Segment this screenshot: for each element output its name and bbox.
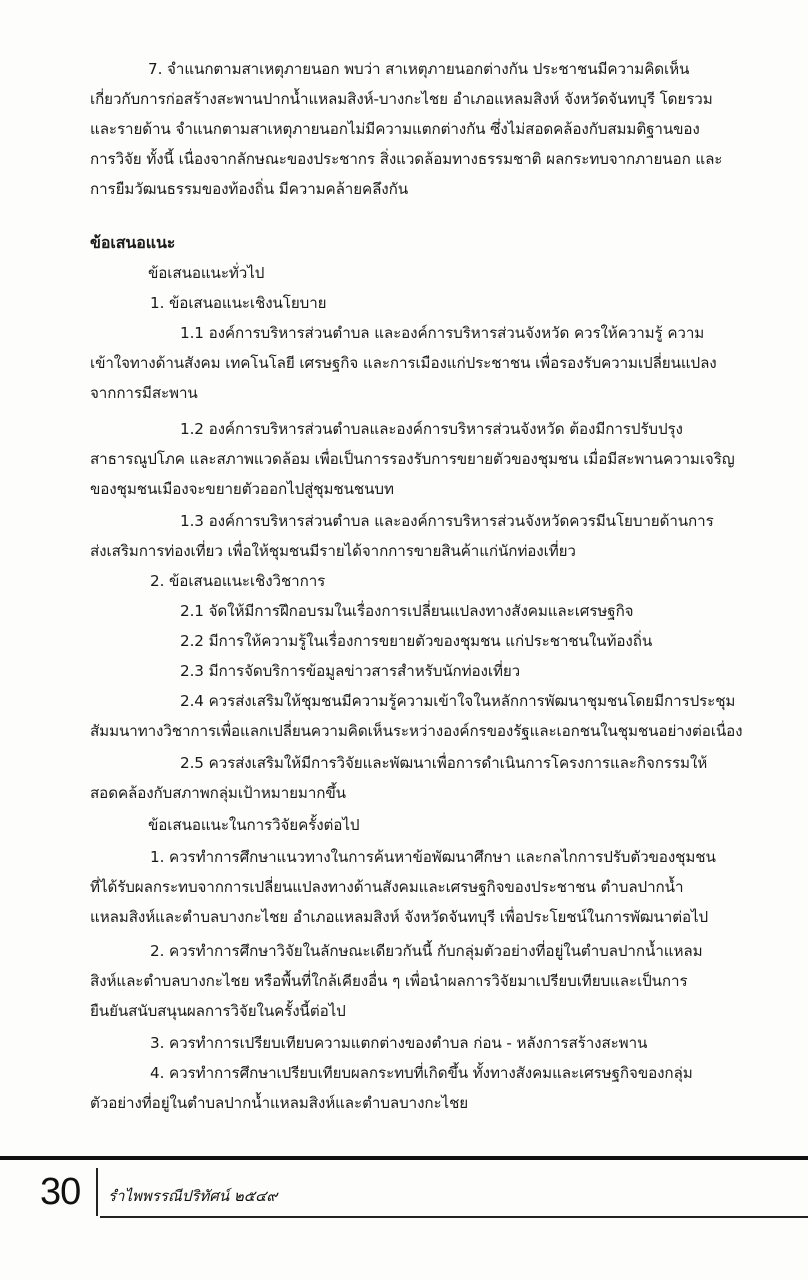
list-item: 1.1 องค์การบริหารส่วนตำบล และองค์การบริหารส่วนจังหวัด ควรให้ความรู้ ความ xyxy=(180,324,705,342)
paragraph-line: เกี่ยวกับการก่อสร้างสะพานปากน้ำแหลมสิงห์-บางกะไชย อำเภอแหลมสิงห์ จังหวัดจันทบุรี โดยรวม xyxy=(90,90,713,108)
paragraph-line: ของชุมชนเมืองจะขยายตัวออกไปสู่ชุมชนชนบท xyxy=(90,480,394,498)
paragraph-line: ยืนยันสนับสนุนผลการวิจัยในครั้งนี้ต่อไป xyxy=(90,1002,346,1020)
list-heading: 2. ข้อเสนอแนะเชิงวิชาการ xyxy=(150,572,326,590)
footer-underline xyxy=(100,1216,808,1218)
section-heading: ข้อเสนอแนะ xyxy=(90,233,176,252)
list-item: 1.3 องค์การบริหารส่วนตำบล และองค์การบริหารส่วนจังหวัดควรมีนโยบายด้านการ xyxy=(180,512,714,530)
paragraph-line: สอดคล้องกับสภาพกลุ่มเป้าหมายมากขึ้น xyxy=(90,784,346,802)
paragraph-line: การวิจัย ทั้งนี้ เนื่องจากลักษณะของประชากร สิ่งแวดล้อมทางธรรมชาติ ผลกระทบจากภายนอก และ xyxy=(90,150,723,168)
paragraph-line: และรายด้าน จำแนกตามสาเหตุภายนอกไม่มีความแตกต่างกัน ซึ่งไม่สอดคล้องกับสมมติฐานของ xyxy=(90,120,700,138)
paragraph-line: ส่งเสริมการท่องเที่ยว เพื่อให้ชุมชนมีรายได้จากการขายสินค้าแก่นักท่องเที่ยว xyxy=(90,542,576,560)
list-item: 2.2 มีการให้ความรู้ในเรื่องการขยายตัวของชุมชน แก่ประชาชนในท้องถิ่น xyxy=(180,632,653,650)
journal-title: รำไพพรรณีปริทัศน์ ๒๕๔๙ xyxy=(108,1187,278,1205)
subsection-heading: ข้อเสนอแนะทั่วไป xyxy=(148,264,265,282)
list-item: 2.4 ควรส่งเสริมให้ชุมชนมีความรู้ความเข้าใจในหลักการพัฒนาชุมชนโดยมีการประชุม xyxy=(180,692,736,710)
paragraph-line: สาธารณูปโภค และสภาพแวดล้อม เพื่อเป็นการรองรับการขยายตัวของชุมชน เมื่อมีสะพานความเจริญ xyxy=(90,450,735,468)
paragraph-line: 7. จำแนกตามสาเหตุภายนอก พบว่า สาเหตุภายนอกต่างกัน ประชาชนมีความคิดเห็น xyxy=(148,60,690,78)
paragraph-line: จากการมีสะพาน xyxy=(90,384,198,402)
list-item: 2.1 จัดให้มีการฝึกอบรมในเรื่องการเปลี่ยนแปลงทางสังคมและเศรษฐกิจ xyxy=(180,602,634,620)
list-item: 4. ควรทำการศึกษาเปรียบเทียบผลกระทบที่เกิดขึ้น ทั้งทางสังคมและเศรษฐกิจของกลุ่ม xyxy=(150,1064,693,1082)
list-item: 1. ควรทำการศึกษาแนวทางในการค้นหาข้อพัฒนาศึกษา และกลไกการปรับตัวของชุมชน xyxy=(150,848,716,866)
paragraph-line: แหลมสิงห์และตำบลบางกะไชย อำเภอแหลมสิงห์ จังหวัดจันทบุรี เพื่อประโยชน์ในการพัฒนาต่อไป xyxy=(90,908,709,926)
paragraph-line: สัมมนาทางวิชาการเพื่อแลกเปลี่ยนความคิดเห็นระหว่างองค์กรของรัฐและเอกชนในชุมชนอย่างต่อเนื่อง xyxy=(90,722,743,740)
list-item: 2.5 ควรส่งเสริมให้มีการวิจัยและพัฒนาเพื่อการดำเนินการโครงการและกิจกรรมให้ xyxy=(180,754,708,772)
page-number: 30 xyxy=(40,1171,81,1213)
list-item: 2. ควรทำการศึกษาวิจัยในลักษณะเดียวกันนี้ กับกลุ่มตัวอย่างที่อยู่ในตำบลปากน้ำแหลม xyxy=(150,942,703,960)
paragraph-line: สิงห์และตำบลบางกะไชย หรือพื้นที่ใกล้เคียงอื่น ๆ เพื่อนำผลการวิจัยมาเปรียบเทียบและเป็นการ xyxy=(90,972,688,990)
list-item: 1.2 องค์การบริหารส่วนตำบลและองค์การบริหารส่วนจังหวัด ต้องมีการปรับปรุง xyxy=(180,420,683,438)
paragraph-line: การยืมวัฒนธรรมของท้องถิ่น มีความคล้ายคลึงกัน xyxy=(90,180,408,198)
subsection-heading: ข้อเสนอแนะในการวิจัยครั้งต่อไป xyxy=(148,816,360,834)
list-item: 3. ควรทำการเปรียบเทียบความแตกต่างของตำบล ก่อน - หลังการสร้างสะพาน xyxy=(150,1034,648,1052)
footer-divider xyxy=(96,1168,98,1216)
list-heading: 1. ข้อเสนอแนะเชิงนโยบาย xyxy=(150,294,327,312)
footer-rule xyxy=(0,1156,808,1160)
paragraph-line: ที่ได้รับผลกระทบจากการเปลี่ยนแปลงทางด้านสังคมและเศรษฐกิจของประชาชน ตำบลปากน้ำ xyxy=(90,878,684,896)
paragraph-line: เข้าใจทางด้านสังคม เทคโนโลยี เศรษฐกิจ และการเมืองแก่ประชาชน เพื่อรองรับความเปลี่ยนแปลง xyxy=(90,354,717,372)
paragraph-line: ตัวอย่างที่อยู่ในตำบลปากน้ำแหลมสิงห์และตำบลบางกะไชย xyxy=(90,1094,469,1112)
list-item: 2.3 มีการจัดบริการข้อมูลข่าวสารสำหรับนักท่องเที่ยว xyxy=(180,662,521,680)
